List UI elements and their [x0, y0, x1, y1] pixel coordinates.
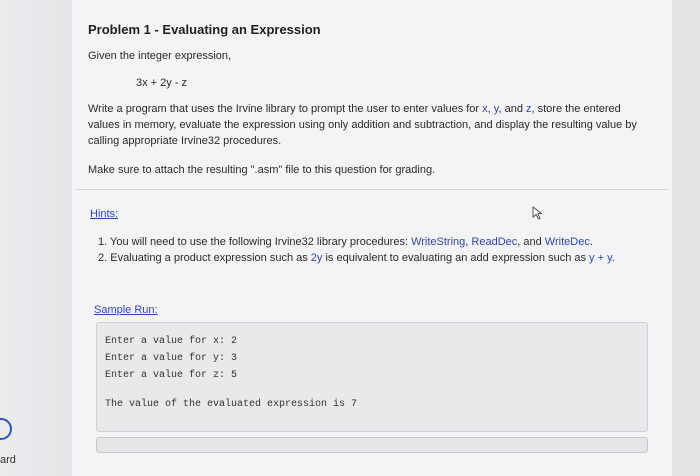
proc-readdec: ReadDec — [471, 236, 518, 248]
radio-circle-icon[interactable] — [0, 418, 12, 440]
left-sidebar — [0, 0, 72, 476]
problem-title: Problem 1 - Evaluating an Expression — [88, 22, 321, 37]
problem-expression: 3x + 2y - z — [136, 77, 188, 89]
sidebar-label: ard — [0, 454, 16, 466]
hint-text: 1. You will need to use the following Irvine32 library procedures: — [98, 236, 412, 248]
divider — [76, 189, 668, 190]
console-line: The value of the evaluated expression is 7 — [105, 399, 358, 410]
proc-writedec: WriteDec — [544, 236, 590, 248]
console-line: Enter a value for x: 2 — [105, 336, 238, 347]
problem-intro: Given the integer expression, — [88, 50, 232, 62]
var-x: x — [482, 103, 488, 115]
problem-description — [88, 101, 650, 149]
hint-item — [98, 234, 668, 250]
console-line: Enter a value for y: 3 — [105, 353, 238, 364]
hint-end: . — [589, 236, 593, 248]
desc-sep: , and — [498, 103, 526, 115]
proc-writestring: WriteString — [411, 236, 466, 248]
sample-console — [96, 322, 648, 432]
desc-sep: , — [487, 103, 494, 115]
right-margin — [672, 0, 700, 476]
hint-end: . — [611, 252, 615, 264]
hint-item — [98, 250, 668, 266]
hint-text: is equivalent to evaluating an add expression such as — [322, 252, 590, 264]
hint-y-plus-y: y + y — [589, 252, 612, 264]
hint-sep: , and — [517, 236, 545, 248]
desc-text: Write a program that uses the Irvine library to prompt the user to enter values for — [88, 103, 483, 115]
hints-heading: Hints: — [90, 208, 119, 220]
hint-sep: , — [465, 236, 472, 248]
answer-input-bar[interactable] — [96, 437, 648, 453]
var-y: y — [493, 103, 499, 115]
mouse-cursor-icon — [532, 206, 544, 220]
hints-list — [98, 234, 668, 266]
attach-instruction: Make sure to attach the resulting ".asm" file to this question for grading. — [88, 164, 436, 176]
sample-run-heading: Sample Run: — [94, 304, 158, 316]
var-z: z — [526, 103, 532, 115]
desc-text: , store the entered values in memory, evaluate the expression using only addition and subtraction, and display the resulting value by calling appropriate Irvine32 procedures. — [88, 103, 637, 147]
hint-2y: 2y — [310, 252, 323, 264]
console-line: Enter a value for z: 5 — [105, 370, 238, 381]
hint-text: 2. Evaluating a product expression such as — [98, 252, 311, 264]
